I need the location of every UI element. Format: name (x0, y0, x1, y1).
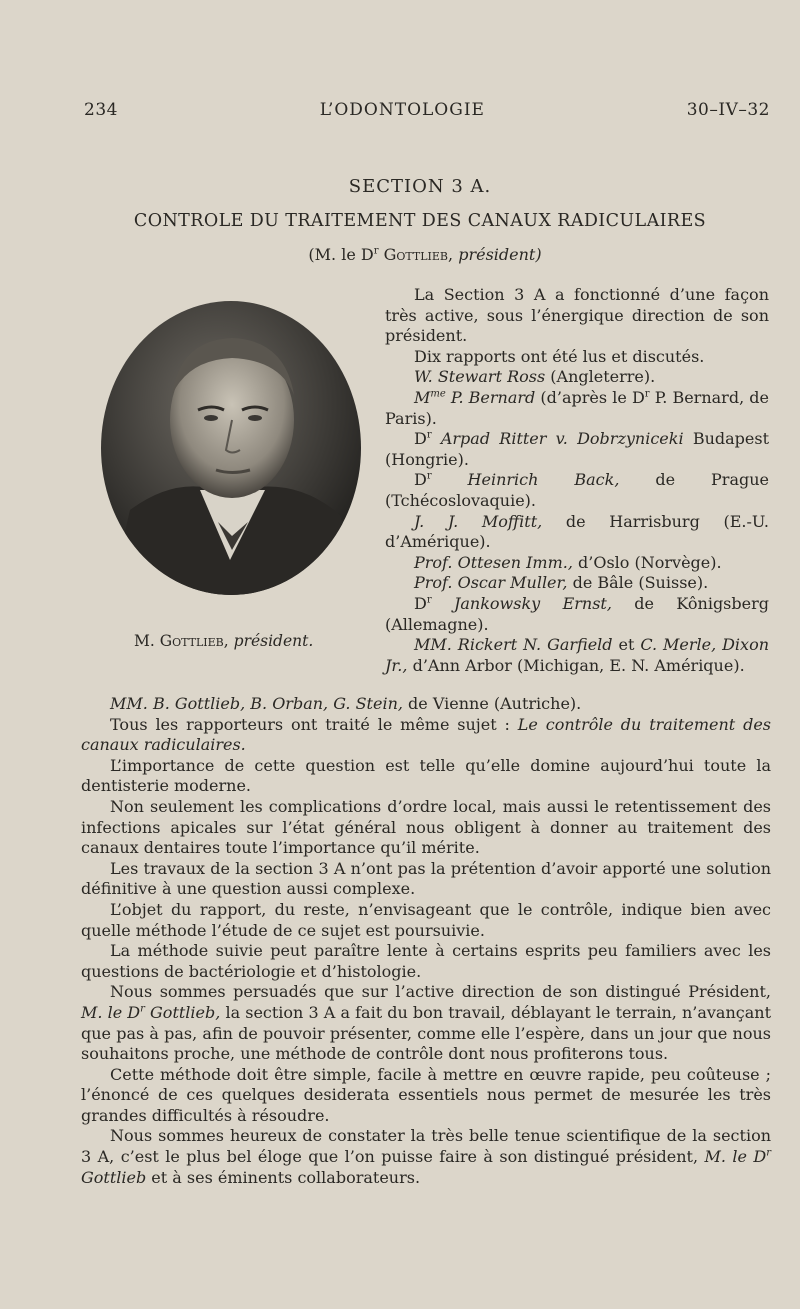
text-run: D (414, 593, 427, 613)
paragraph (81, 694, 771, 715)
text-run: MM. Rickert N. Garfield (414, 635, 613, 655)
text-run: Prof. Ottesen Imm., (414, 552, 573, 572)
body-text (81, 694, 771, 1188)
text-run: r (766, 1147, 772, 1159)
text-run: D (414, 470, 427, 490)
journal-title: L’ODONTOLOGIE (319, 100, 485, 120)
text-run: Budapest (Hongrie). (385, 429, 770, 469)
president-sup: r (373, 245, 379, 257)
section-title: SECTION 3 A. (348, 176, 492, 197)
page-number: 234 (84, 100, 118, 120)
text-run: r (426, 594, 432, 606)
text-run: Gottlieb, (144, 1002, 221, 1022)
president-role: président) (458, 245, 542, 264)
paragraph (81, 941, 771, 982)
paragraph (385, 470, 769, 511)
text-run: de Harrisburg (E.-U. d’Amérique). (385, 511, 769, 552)
section-subtitle: CONTROLE DU TRAITEMENT DES CANAUX RADICULAIRES (133, 211, 707, 231)
text-run: Arpad Ritter v. Dobrzyniceki (431, 429, 684, 449)
paragraph (81, 1126, 771, 1188)
text-run: Heinrich Back, (431, 470, 620, 490)
text-run: M (414, 387, 431, 407)
text-run: Dix rapports ont été lus et discutés. (414, 346, 705, 366)
caption-name: M. Gottlieb, (134, 632, 229, 650)
text-run: J. J. Moffitt, (414, 511, 543, 531)
text-run: la section 3 A a fait du bon travail, déblayant le terrain, n’avançant que pas à pas, afin de pouvoir présenter, comme elle l’espère, dans un jour que nous souhaitons proche, une méthode de contrôle dont nous profiterons tous. (81, 1002, 772, 1064)
section-president: (M. le $D^r$ Gottlieb, président) (308, 245, 542, 264)
text-run: de Vienne (Autriche). (402, 694, 582, 713)
text-run: de Kônigsberg (Allemagne). (385, 593, 769, 634)
text-run: r (426, 429, 432, 441)
text-run: r (644, 388, 650, 400)
text-run: La Section 3 A a fonctionné d’une façon très active, sous l’énergique direction de son président. (385, 285, 769, 346)
text-run: Jankowsky Ernst, (431, 593, 612, 613)
president-name: Gottlieb (383, 245, 449, 264)
paragraph (385, 553, 769, 574)
text-run: Les travaux de la section 3 A n’ont pas la prétention d’avoir apporté une solution définitive à une question aussi complexe. (81, 858, 771, 899)
president-prefix: (M. le D (308, 245, 374, 264)
text-run: r (426, 471, 432, 483)
paragraph (385, 285, 769, 347)
paragraph (81, 1065, 771, 1127)
text-run: Gottlieb (81, 1167, 147, 1187)
text-run: d’Ann Arbor (Michigan, E. N. Amérique). (407, 655, 745, 675)
paragraph (385, 367, 769, 388)
text-run: Prof. Oscar Muller, (414, 573, 568, 593)
caption-role: président. (233, 632, 314, 650)
text-run: Cette méthode doit être simple, facile à mettre en œuvre rapide, peu coûteuse ; l’énoncé de ces quelques desiderata essentiels nous permet de mesurée les très grandes difficultés à résoudre. (81, 1064, 771, 1125)
paragraph (385, 429, 769, 470)
paragraph (385, 635, 769, 676)
paragraph (385, 594, 769, 635)
paragraph (81, 900, 771, 941)
text-run: (Angleterre). (545, 367, 656, 387)
text-run: W. Stewart Ross (414, 367, 546, 387)
text-run: me (430, 388, 446, 400)
text-run: MM. B. Gottlieb, B. Orban, G. Stein, (110, 694, 403, 713)
running-header (84, 100, 770, 120)
paragraph (385, 388, 769, 429)
text-run: et à ses éminents collaborateurs. (146, 1167, 421, 1187)
text-run: Non seulement les complications d’ordre local, mais aussi le retentissement des infections apicales sur l’état général nous obligent à donner au traitement des canaux dentaires toute l’importance qu’il mérite. (81, 796, 771, 858)
text-run: et (612, 635, 641, 655)
portrait-image (100, 300, 362, 597)
text-run: L’objet du rapport, du reste, n’envisageant que le contrôle, indique bien avec quelle méthode l’étude de ce sujet est poursuivie. (81, 899, 771, 940)
right-column-text (385, 285, 769, 676)
text-run: La méthode suivie peut paraître lente à certains esprits peu familiers avec les questions de bactériologie et d’histologie. (81, 941, 771, 981)
portrait-photo (100, 300, 362, 597)
paragraph (385, 347, 769, 368)
text-run: Nous sommes persuadés que sur l’active direction de son distingué Président, (110, 982, 771, 1002)
text-run: P. Bernard, de Paris). (385, 387, 769, 428)
paragraph (81, 797, 771, 859)
text-run: Nous sommes heureux de constater la très belle tenue scientifique de la section 3 A, c’est le plus bel éloge que l’on puisse faire à son distingué président, (81, 1126, 771, 1167)
photo-caption (134, 632, 313, 650)
paragraph (385, 573, 769, 594)
issue-date: 30–IV–32 (686, 100, 770, 120)
paragraph (81, 982, 771, 1064)
paragraph (81, 859, 771, 900)
text-run: D (414, 429, 427, 449)
text-run: Tous les rapporteurs ont traité le même sujet : (110, 714, 518, 734)
text-run: P. Bernard (445, 387, 536, 407)
text-run: (d’après le D (535, 387, 645, 407)
text-run: d’Oslo (Norvège). (572, 552, 722, 572)
paragraph (385, 512, 769, 553)
paragraph (81, 715, 771, 756)
text-run: de Prague (Tchécoslovaquie). (385, 470, 769, 510)
text-run: C. Merle, Dixon Jr., (385, 635, 770, 675)
text-run: de Bâle (Suisse). (567, 573, 709, 593)
text-run: r (140, 1003, 145, 1015)
text-run: M. le D (81, 1002, 141, 1022)
paragraph (81, 756, 771, 797)
text-run: L’importance de cette question est telle qu’elle domine aujourd’hui toute la dentisterie moderne. (81, 755, 771, 796)
text-run: Le contrôle du traitement des canaux radiculaires. (81, 714, 772, 755)
text-run: M. le D (704, 1147, 767, 1167)
